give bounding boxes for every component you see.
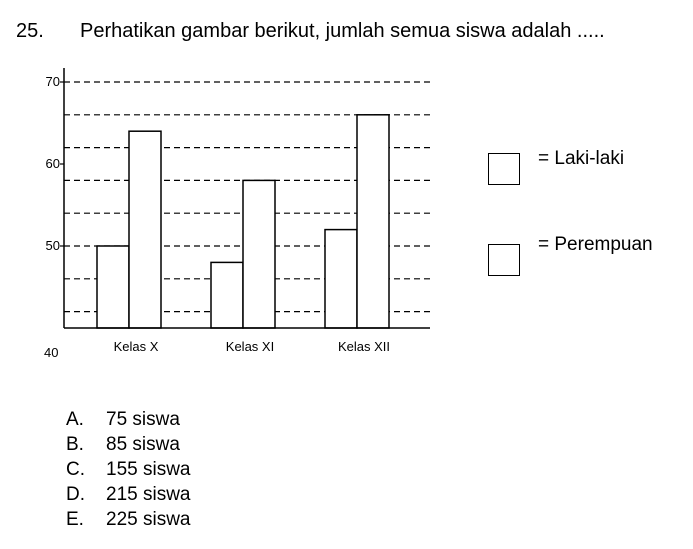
chart-bars	[97, 115, 389, 328]
option-letter: D.	[66, 484, 85, 505]
option-d[interactable]	[66, 482, 191, 507]
bar-perempuan-kelas-xi	[243, 180, 275, 328]
bar-laki-laki-kelas-x	[97, 246, 129, 328]
option-text: 85 siswa	[106, 434, 180, 455]
x-tick-label: Kelas X	[113, 339, 159, 354]
y-tick-label: 40	[44, 345, 59, 360]
option-e[interactable]	[66, 507, 191, 532]
option-c[interactable]	[66, 457, 191, 482]
option-text: 225 siswa	[106, 509, 191, 530]
legend-swatch-perempuan	[488, 244, 520, 276]
option-letter: B.	[66, 434, 84, 455]
x-tick-label: Kelas XII	[337, 339, 391, 354]
bar-laki-laki-kelas-xii	[325, 230, 357, 328]
legend-label-laki-laki: = Laki-laki	[538, 148, 625, 169]
bar-perempuan-kelas-x	[129, 131, 161, 328]
option-text: 215 siswa	[106, 484, 191, 505]
answer-options	[66, 407, 191, 532]
legend-label-perempuan: = Perempuan	[538, 234, 653, 255]
bar-laki-laki-kelas-xi	[211, 262, 243, 328]
option-text: 75 siswa	[106, 409, 180, 430]
question-number: 25.	[16, 20, 44, 42]
option-letter: C.	[66, 459, 85, 480]
question-text: Perhatikan gambar berikut, jumlah semua siswa adalah .....	[80, 20, 605, 42]
option-letter: E.	[66, 509, 84, 530]
y-tick-label: 50	[45, 238, 60, 253]
option-letter: A.	[66, 409, 84, 430]
x-tick-label: Kelas XI	[225, 339, 275, 354]
legend-swatch-laki-laki	[488, 153, 520, 185]
option-b[interactable]	[66, 432, 191, 457]
y-tick-label: 60	[45, 156, 60, 171]
option-a[interactable]	[66, 407, 191, 432]
bar-perempuan-kelas-xii	[357, 115, 389, 328]
option-text: 155 siswa	[106, 459, 191, 480]
y-tick-label: 70	[45, 74, 60, 89]
